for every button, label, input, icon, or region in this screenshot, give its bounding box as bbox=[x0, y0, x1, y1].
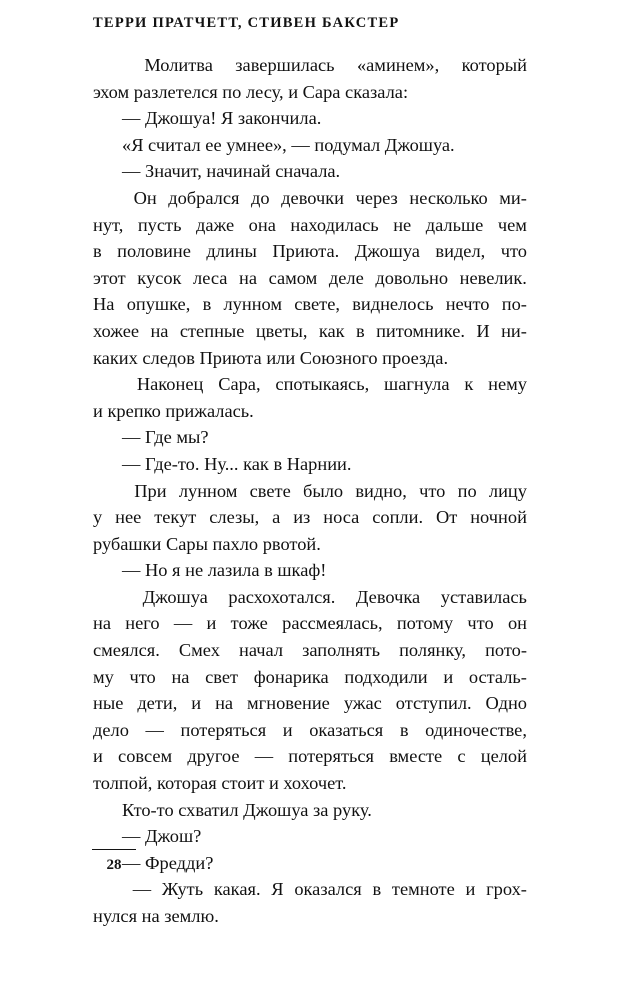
paragraph bbox=[93, 557, 527, 584]
paragraph-indent bbox=[93, 52, 122, 79]
text-line: — Где-то. Ну... как в Нарнии. bbox=[122, 453, 352, 474]
word: несколько bbox=[409, 187, 488, 208]
word: фонарика bbox=[253, 666, 329, 687]
word: этот bbox=[93, 267, 126, 288]
word: подходили bbox=[344, 666, 428, 687]
paragraph bbox=[93, 584, 527, 797]
text-line bbox=[93, 318, 527, 345]
word: темноте bbox=[391, 879, 455, 900]
text-line bbox=[93, 52, 527, 79]
word: виднелось bbox=[352, 294, 434, 315]
word: в bbox=[202, 294, 212, 315]
paragraph-indent bbox=[93, 185, 122, 212]
word: — bbox=[132, 879, 152, 900]
text-line bbox=[93, 265, 527, 292]
word: слезы, bbox=[209, 507, 260, 528]
word: она bbox=[248, 214, 276, 235]
body-text-column bbox=[93, 52, 527, 930]
word: даже bbox=[195, 214, 235, 235]
word: не bbox=[393, 214, 412, 235]
word: Одно bbox=[485, 693, 527, 714]
paragraph bbox=[93, 158, 527, 185]
paragraph bbox=[93, 105, 527, 132]
word: дело bbox=[93, 719, 129, 740]
word: него bbox=[125, 613, 160, 634]
word: половине bbox=[117, 241, 191, 262]
word: на bbox=[93, 613, 112, 634]
word: сопли. bbox=[372, 507, 424, 528]
word: девочки bbox=[281, 187, 344, 208]
word: пото- bbox=[485, 640, 527, 661]
word: Джошуа bbox=[142, 586, 208, 607]
paragraph bbox=[93, 850, 527, 877]
word: тоже bbox=[230, 613, 268, 634]
word: целой bbox=[480, 746, 527, 767]
folio-rule bbox=[92, 849, 136, 850]
word: Наконец bbox=[136, 374, 204, 395]
text-line bbox=[93, 238, 527, 265]
text-line bbox=[93, 478, 527, 505]
text-line: каких следов Приюта или Союзного проезда. bbox=[93, 347, 449, 368]
word: довольно bbox=[375, 267, 449, 288]
text-line: — Джош? bbox=[122, 826, 202, 847]
paragraph bbox=[93, 823, 527, 850]
word: потому bbox=[396, 613, 454, 634]
word: потеряться bbox=[288, 746, 374, 767]
paragraph bbox=[93, 424, 527, 451]
word: через bbox=[355, 187, 398, 208]
word: расхохотался. bbox=[228, 586, 336, 607]
text-line: и крепко прижалась. bbox=[93, 400, 254, 421]
word: При bbox=[134, 480, 167, 501]
word: и bbox=[93, 746, 103, 767]
word: Сара, bbox=[218, 374, 261, 395]
text-line: — Джошуа! Я закончила. bbox=[122, 108, 322, 129]
text-line bbox=[93, 743, 527, 770]
text-line bbox=[93, 876, 527, 903]
word: начал bbox=[239, 640, 284, 661]
word: нечто bbox=[445, 294, 490, 315]
word: рассмеялась, bbox=[282, 613, 383, 634]
paragraph bbox=[93, 451, 527, 478]
word: который bbox=[461, 55, 527, 75]
word: «аминем», bbox=[356, 55, 440, 75]
word: лунном bbox=[178, 480, 238, 501]
text-line: эхом разлетелся по лесу, и Сара сказала: bbox=[93, 81, 409, 102]
word: длины bbox=[206, 241, 257, 262]
word: видел, bbox=[435, 241, 486, 262]
text-line: — Фредди? bbox=[122, 852, 214, 873]
word: вместе bbox=[389, 746, 443, 767]
word: до bbox=[251, 187, 270, 208]
word: на bbox=[171, 666, 190, 687]
word: грох- bbox=[486, 879, 527, 900]
word: что bbox=[467, 613, 494, 634]
word: ми- bbox=[499, 187, 527, 208]
word: он bbox=[507, 613, 527, 634]
word: оказался bbox=[294, 879, 362, 900]
word: как bbox=[318, 320, 345, 341]
paragraph bbox=[93, 797, 527, 824]
text-line: нулся на землю. bbox=[93, 906, 219, 926]
word: ночной bbox=[470, 507, 527, 528]
word: отступил. bbox=[395, 693, 472, 714]
word: и bbox=[282, 719, 293, 740]
word: одиночестве, bbox=[425, 719, 527, 740]
word: цветы, bbox=[255, 320, 308, 341]
text-line bbox=[93, 690, 527, 717]
word: питомнике. bbox=[376, 320, 465, 341]
word: текут bbox=[154, 507, 197, 528]
word: Джошуа bbox=[354, 241, 420, 262]
word: на bbox=[150, 320, 169, 341]
word: ни- bbox=[501, 320, 527, 341]
paragraph bbox=[93, 876, 527, 929]
word: Девочка bbox=[355, 586, 421, 607]
word: по- bbox=[501, 294, 527, 315]
word: лунном bbox=[223, 294, 283, 315]
word: какая. bbox=[213, 879, 261, 900]
word: невелик. bbox=[459, 267, 527, 288]
word: нут, bbox=[93, 214, 124, 235]
word: леса bbox=[193, 267, 228, 288]
word: что bbox=[129, 666, 156, 687]
word: в bbox=[399, 719, 409, 740]
word: что bbox=[500, 241, 527, 262]
word: чем bbox=[497, 214, 527, 235]
word: полянку, bbox=[399, 640, 466, 661]
paragraph bbox=[93, 371, 527, 424]
word: что bbox=[419, 480, 446, 501]
word: Приюта. bbox=[272, 241, 340, 262]
word: ные bbox=[93, 693, 124, 714]
word: осталь- bbox=[468, 666, 527, 687]
text-line: Кто-то схватил Джошуа за руку. bbox=[122, 799, 372, 820]
word: по bbox=[457, 480, 477, 501]
word: и bbox=[191, 693, 202, 714]
word: уставилась bbox=[440, 586, 527, 607]
word: у bbox=[93, 507, 103, 528]
paragraph-indent bbox=[93, 584, 122, 611]
text-line: — Где мы? bbox=[122, 427, 209, 448]
word: свет bbox=[205, 666, 239, 687]
word: и bbox=[206, 613, 217, 634]
word: Жуть bbox=[161, 879, 204, 900]
word: дети, bbox=[137, 693, 178, 714]
text-line bbox=[93, 610, 527, 637]
word: Молитва bbox=[144, 55, 213, 75]
paragraph bbox=[93, 185, 527, 371]
word: нее bbox=[115, 507, 142, 528]
word: смеялся. bbox=[93, 640, 160, 661]
word: другое bbox=[187, 746, 240, 767]
text-line bbox=[93, 212, 527, 239]
text-line bbox=[93, 291, 527, 318]
text-line bbox=[93, 584, 527, 611]
word: дальше bbox=[425, 214, 484, 235]
text-line: «Я считал ее умнее», — подумал Джошуа. bbox=[122, 134, 455, 155]
text-line: рубашки Сары пахло рвотой. bbox=[93, 533, 321, 554]
word: Смех bbox=[178, 640, 220, 661]
word: носа bbox=[323, 507, 360, 528]
word: шагнула bbox=[384, 374, 450, 395]
word: спотыкаясь, bbox=[275, 374, 370, 395]
text-line bbox=[93, 185, 527, 212]
word: с bbox=[457, 746, 466, 767]
word: степные bbox=[179, 320, 245, 341]
text-line bbox=[93, 637, 527, 664]
word: из bbox=[293, 507, 311, 528]
word: Я bbox=[271, 879, 284, 900]
word: пусть bbox=[137, 214, 182, 235]
word: нему bbox=[488, 374, 527, 395]
word: деле bbox=[328, 267, 364, 288]
word: хожее bbox=[93, 320, 140, 341]
word: в bbox=[372, 879, 382, 900]
page-number: 28 bbox=[106, 857, 122, 873]
word: совсем bbox=[118, 746, 173, 767]
word: и bbox=[443, 666, 454, 687]
word: свете, bbox=[294, 294, 340, 315]
text-line bbox=[93, 371, 527, 398]
word: добрался bbox=[168, 187, 240, 208]
text-line: толпой, которая стоит и хохочет. bbox=[93, 773, 347, 794]
word: а bbox=[272, 507, 281, 528]
word: — bbox=[145, 719, 164, 740]
word: завершилась bbox=[235, 55, 335, 75]
word: и bbox=[465, 879, 476, 900]
paragraph-indent bbox=[93, 478, 122, 505]
word: на bbox=[215, 693, 234, 714]
paragraph-indent bbox=[93, 371, 122, 398]
word: му bbox=[93, 666, 114, 687]
paragraph-indent bbox=[93, 876, 122, 903]
text-line: — Значит, начинай сначала. bbox=[122, 161, 341, 182]
word: самом bbox=[268, 267, 318, 288]
word: свете bbox=[249, 480, 291, 501]
word: — bbox=[173, 613, 193, 634]
word: Он bbox=[133, 187, 157, 208]
paragraph bbox=[93, 478, 527, 558]
word: в bbox=[93, 241, 102, 262]
text-line bbox=[93, 504, 527, 531]
word: От bbox=[435, 507, 458, 528]
word: ужас bbox=[343, 693, 382, 714]
word: было bbox=[302, 480, 344, 501]
running-head: ТЕРРИ ПРАТЧЕТТ, СТИВЕН БАКСТЕР bbox=[93, 15, 400, 31]
word: кусок bbox=[137, 267, 182, 288]
word: И bbox=[476, 320, 490, 341]
text-line: — Но я не лазила в шкаф! bbox=[122, 560, 327, 581]
word: видно, bbox=[355, 480, 407, 501]
word: на bbox=[239, 267, 258, 288]
word: — bbox=[254, 746, 274, 767]
paragraph bbox=[93, 52, 527, 105]
word: мгновение bbox=[247, 693, 330, 714]
word: к bbox=[464, 374, 474, 395]
word: На bbox=[93, 294, 115, 315]
text-line bbox=[93, 717, 527, 744]
word: потеряться bbox=[180, 719, 267, 740]
word: опушке, bbox=[126, 294, 191, 315]
word: в bbox=[356, 320, 365, 341]
text-line bbox=[93, 664, 527, 691]
word: заполнять bbox=[302, 640, 381, 661]
paragraph bbox=[93, 132, 527, 159]
word: оказаться bbox=[309, 719, 384, 740]
word: находилась bbox=[290, 214, 379, 235]
word: лицу bbox=[488, 480, 527, 501]
